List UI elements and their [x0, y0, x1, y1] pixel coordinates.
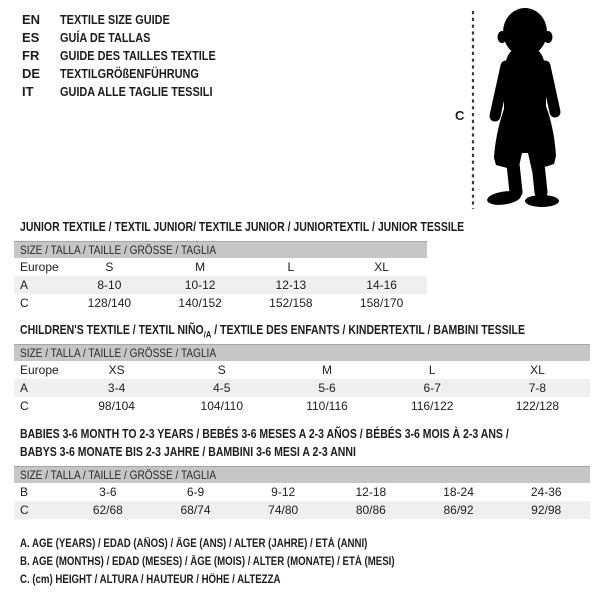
row-label: C [20, 296, 29, 310]
footnote-text: C. (cm) HEIGHT / ALTURA / HAUTEUR / HÖHE / ALTEZZA [20, 574, 281, 586]
row-label: Europe [20, 260, 59, 274]
size-table [14, 466, 590, 519]
size-cell: L [287, 260, 295, 274]
size-cell: 14-16 [366, 278, 397, 292]
size-table-header-text: SIZE / TALLA / TAILLE / GRÖSSE / TAGLIA [20, 468, 217, 482]
size-cell: 5-6 [318, 381, 336, 395]
size-cell: 12-18 [355, 485, 387, 499]
size-cell: 140/152 [178, 296, 222, 310]
table-title-text [20, 443, 356, 461]
row-label: A [20, 381, 29, 395]
baby-silhouette-icon [482, 6, 570, 208]
table-title-part: BABYS 3-6 MONATE BIS 2-3 JAHRE / BAMBINI 3-6 MESI A 2-3 ANNI [20, 445, 356, 459]
language-title: GUÍA DE TALLAS [60, 30, 151, 45]
size-cell: 128/140 [87, 296, 132, 310]
language-row [22, 65, 245, 83]
size-table-block [14, 218, 590, 312]
row-label: B [20, 485, 29, 499]
size-cell: 12-13 [275, 278, 307, 292]
language-title: GUIDE DES TAILLES TEXTILE [60, 48, 216, 63]
table-title-part: / TEXTILE DES ENFANTS / KINDERTEXTIL / BAMBINI TESSILE [211, 323, 525, 337]
size-table [14, 241, 427, 312]
size-table-header-text: SIZE / TALLA / TAILLE / GRÖSSE / TAGLIA [20, 346, 217, 360]
size-cell: 74/80 [268, 503, 299, 517]
table-row [14, 258, 427, 276]
size-cell: 8-10 [97, 278, 122, 292]
table-title-text [20, 218, 464, 236]
table-title-text [20, 425, 509, 443]
footnote-text: A. AGE (YEARS) / EDAD (AÑOS) / ÂGE (ANS) / ALTER (JAHRE) / ETÀ (ANNI) [20, 538, 368, 550]
size-cell: 92/98 [531, 503, 562, 517]
size-cell: XL [530, 363, 545, 377]
language-row [22, 83, 245, 101]
table-title-part: BABIES 3-6 MONTH TO 2-3 YEARS / BEBÉS 3-6 MESES A 2-3 AÑOS / BÉBÉS 3-6 MOIS À 2-3 ANS / [20, 427, 509, 441]
table-title [20, 218, 590, 236]
language-list [22, 11, 245, 101]
footnotes [20, 535, 466, 589]
size-cell: M [322, 363, 332, 377]
language-code: FR [22, 48, 40, 63]
size-cell: 18-24 [443, 485, 474, 499]
size-cell: 98/104 [98, 399, 135, 413]
size-cell: 122/128 [515, 399, 560, 413]
table-title-text [20, 321, 525, 344]
size-cell: 116/122 [410, 399, 454, 413]
table-title [20, 443, 590, 461]
size-table-header [14, 241, 427, 258]
size-table-header [14, 344, 590, 361]
size-cell: 68/74 [180, 503, 211, 517]
table-row [14, 276, 427, 294]
size-cell: S [217, 363, 226, 377]
size-cell: 62/68 [92, 503, 123, 517]
footnote-text: B. AGE (MONTHS) / EDAD (MESES) / ÂGE (MOIS) / ALTER (MONATE) / ETÀ (MESI) [20, 556, 395, 568]
language-code: ES [22, 30, 40, 45]
size-table-header-text: SIZE / TALLA / TAILLE / GRÖSSE / TAGLIA [20, 243, 217, 257]
language-row [22, 47, 245, 65]
size-cell: XS [108, 363, 125, 377]
table-title-part: JUNIOR TEXTILE / TEXTIL JUNIOR/ TEXTILE JUNIOR / JUNIORTEXTIL / JUNIOR TESSILE [20, 220, 465, 234]
language-row [22, 29, 245, 47]
row-label: C [20, 399, 29, 413]
size-table-header [14, 466, 590, 483]
size-cell: 158/170 [359, 296, 404, 310]
size-cell: 80/86 [355, 503, 386, 517]
size-cell: 10-12 [184, 278, 216, 292]
size-table-block [14, 425, 590, 519]
table-row [14, 294, 427, 312]
height-measure-line [470, 10, 476, 210]
size-cell: 104/110 [200, 399, 244, 413]
row-label: A [20, 278, 29, 292]
table-title [20, 425, 590, 443]
size-cell: 86/92 [443, 503, 474, 517]
size-table-block [14, 321, 590, 415]
size-cell: 6-9 [186, 485, 205, 499]
table-title [20, 321, 590, 339]
size-cell: XL [374, 260, 389, 274]
table-row [14, 397, 590, 415]
size-cell: 7-8 [528, 381, 547, 395]
language-title: TEXTILGRÖßENFÜHRUNG [60, 66, 199, 81]
size-cell: 6-7 [423, 381, 441, 395]
language-title: GUIDA ALLE TAGLIE TESSILI [60, 84, 213, 99]
height-measure-label: C [455, 108, 465, 123]
language-row [22, 11, 245, 29]
footnote-line [20, 553, 466, 571]
language-code: EN [22, 12, 41, 27]
language-code: IT [22, 84, 34, 99]
size-cell: 3-4 [107, 381, 126, 395]
size-cell: M [195, 260, 206, 274]
row-label: Europe [20, 363, 59, 377]
size-cell: 9-12 [271, 485, 296, 499]
size-cell: L [428, 363, 436, 377]
table-row [14, 483, 590, 501]
size-cell: 4-5 [213, 381, 231, 395]
size-cell: 24-36 [530, 485, 562, 499]
table-row [14, 361, 590, 379]
footnote-line [20, 571, 466, 589]
table-row [14, 501, 590, 519]
size-cell: 110/116 [306, 399, 348, 413]
size-cell: 152/158 [269, 296, 313, 310]
size-cell: 3-6 [99, 485, 117, 499]
size-cell: S [105, 260, 114, 274]
language-title: TEXTILE SIZE GUIDE [60, 12, 170, 27]
table-title-part: CHILDREN'S TEXTILE / TEXTIL NIÑO [20, 323, 204, 337]
row-label: C [20, 503, 29, 517]
language-code: DE [22, 66, 41, 81]
table-title-subscript: /A [203, 329, 212, 340]
table-row [14, 379, 590, 397]
size-table [14, 344, 590, 415]
footnote-line [20, 535, 466, 553]
